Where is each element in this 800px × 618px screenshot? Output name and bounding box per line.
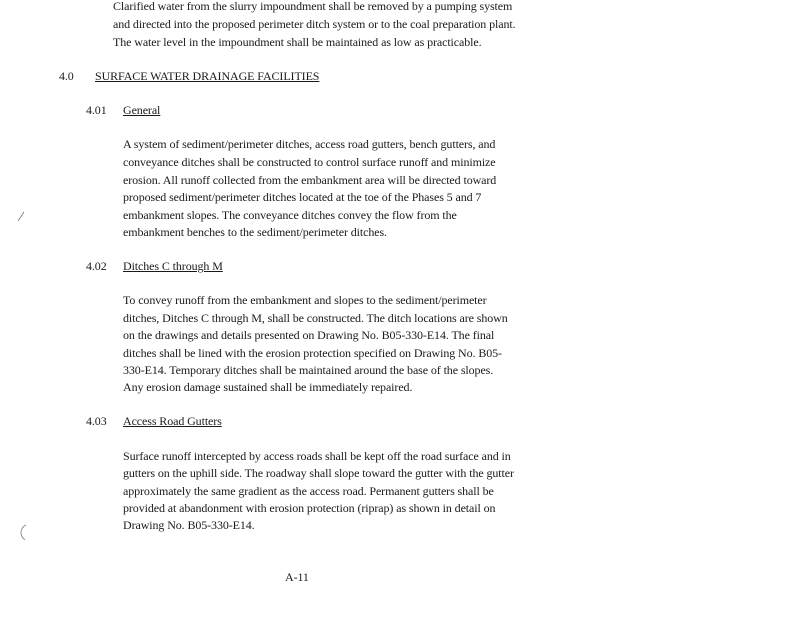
- page-number: A-11: [285, 570, 309, 584]
- section-number: 4.0: [59, 69, 74, 83]
- paragraph-line: ditches shall be lined with the erosion protection specified on Drawing No. B05-: [123, 346, 502, 360]
- paragraph-line: proposed sediment/perimeter ditches located at the toe of the Phases 5 and 7: [123, 190, 482, 204]
- paragraph-line: on the drawings and details presented on Drawing No. B05-330-E14. The final: [123, 328, 495, 342]
- paragraph-line: conveyance ditches shall be constructed to control surface runoff and minimize: [123, 155, 496, 169]
- paragraph-line: gutters on the uphill side. The roadway shall slope toward the gutter with the gutter: [123, 466, 514, 480]
- paragraph-line: Drawing No. B05-330-E14.: [123, 518, 255, 532]
- scan-artifact-mark: [16, 210, 26, 224]
- section-title: SURFACE WATER DRAINAGE FACILITIES: [95, 69, 320, 83]
- paragraph-line: 330-E14. Temporary ditches shall be maintained around the base of the slopes.: [123, 363, 494, 377]
- subsection-title: General: [123, 103, 161, 117]
- paragraph-line: erosion. All runoff collected from the embankment area will be directed toward: [123, 173, 497, 187]
- subsection-title: Ditches C through M: [123, 259, 223, 273]
- scan-artifact-mark: [17, 523, 31, 543]
- intro-line: Clarified water from the slurry impoundment shall be removed by a pumping system: [113, 0, 513, 13]
- paragraph-line: Any erosion damage sustained shall be immediately repaired.: [123, 380, 413, 394]
- paragraph-line: embankment benches to the sediment/perimeter ditches.: [123, 225, 387, 239]
- paragraph-line: A system of sediment/perimeter ditches, access road gutters, bench gutters, and: [123, 137, 496, 151]
- subsection-number: 4.02: [86, 259, 107, 273]
- intro-line: and directed into the proposed perimeter ditch system or to the coal preparation plant.: [113, 17, 516, 31]
- paragraph-line: approximately the same gradient as the access road. Permanent gutters shall be: [123, 484, 494, 498]
- paragraph-line: ditches, Ditches C through M, shall be constructed. The ditch locations are shown: [123, 311, 508, 325]
- subsection-number: 4.03: [86, 414, 107, 428]
- subsection-number: 4.01: [86, 103, 107, 117]
- intro-line: The water level in the impoundment shall be maintained as low as practicable.: [113, 35, 482, 49]
- paragraph-line: embankment slopes. The conveyance ditches convey the flow from the: [123, 208, 457, 222]
- paragraph-line: Surface runoff intercepted by access roads shall be kept off the road surface and in: [123, 449, 511, 463]
- paragraph-line: To convey runoff from the embankment and slopes to the sediment/perimeter: [123, 293, 487, 307]
- subsection-title: Access Road Gutters: [123, 414, 222, 428]
- paragraph-line: provided at abandonment with erosion protection (riprap) as shown in detail on: [123, 501, 496, 515]
